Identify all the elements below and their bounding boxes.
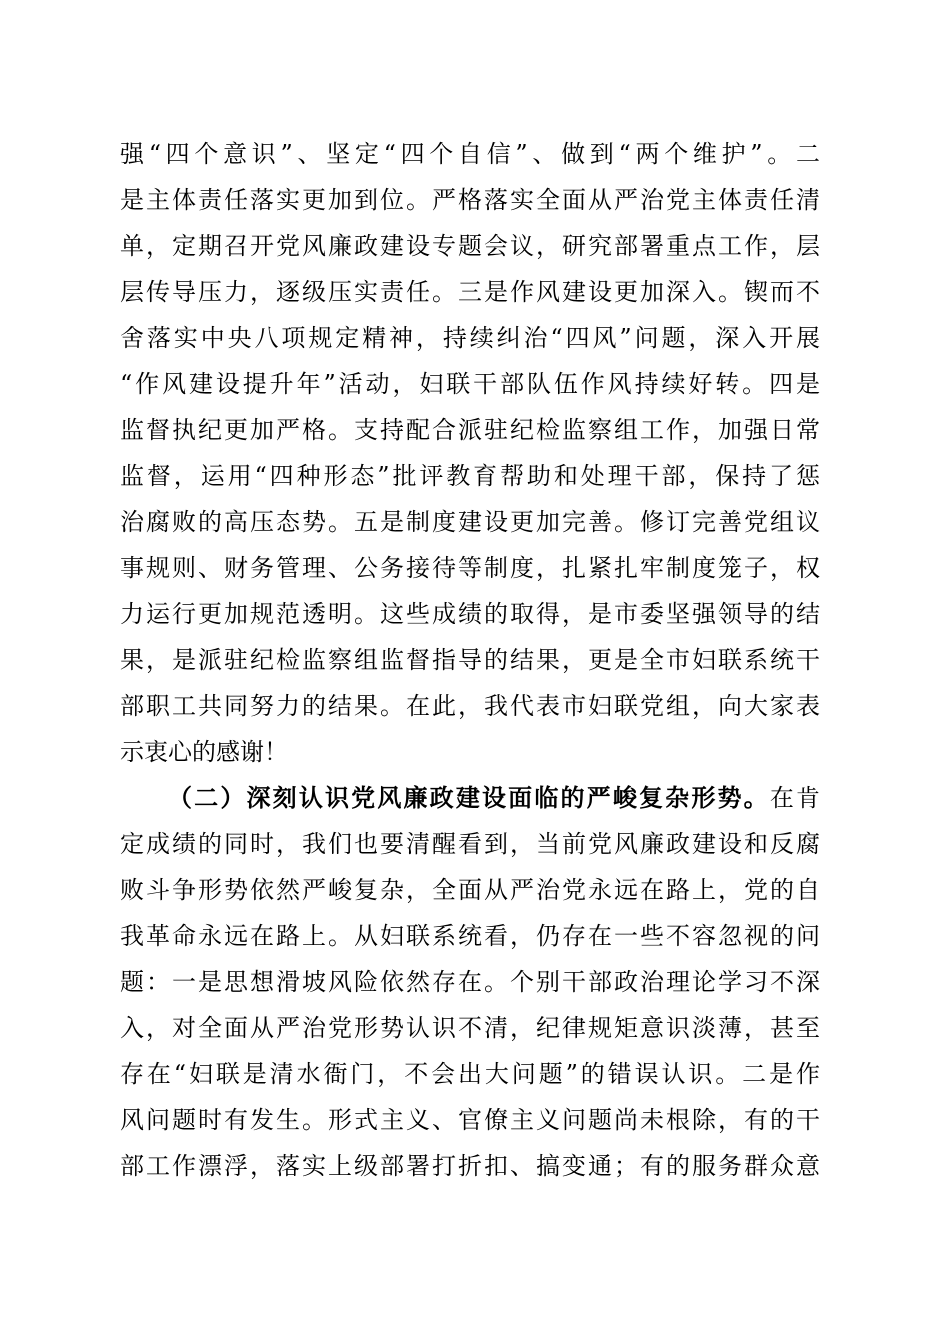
paragraph-line: 部职工共同努力的结果。在此，我代表市妇联党组，向大家表 [120,692,820,720]
section-heading-line [120,775,820,821]
paragraph-line: “作风建设提升年”活动，妇联干部队伍作风持续好转。四是 [120,370,820,398]
paragraph-line: 监督执纪更加严格。支持配合派驻纪检监察组工作，加强日常 [120,416,820,444]
paragraph-line: 强“四个意识”、坚定“四个自信”、做到“两个维护”。二 [120,140,820,168]
paragraph-line: 层传导压力，逐级压实责任。三是作风建设更加深入。锲而不 [120,278,820,306]
section-heading: （二）深刻认识党风廉政建设面临的严峻复杂形势。 [168,783,770,812]
paragraph-line: 治腐败的高压态势。五是制度建设更加完善。修订完善党组议 [120,508,820,536]
paragraph-line: 果，是派驻纪检监察组监督指导的结果，更是全市妇联系统干 [120,646,820,674]
paragraph-line: 监督，运用“四种形态”批评教育帮助和处理干部，保持了惩 [120,462,820,490]
paragraph-line: 单，定期召开党风廉政建设专题会议，研究部署重点工作，层 [120,232,820,260]
paragraph-line: 我革命永远在路上。从妇联系统看，仍存在一些不容忽视的问 [120,922,820,950]
paragraph-line: 题：一是思想滑坡风险依然存在。个别干部政治理论学习不深 [120,968,820,996]
paragraph-line: 定成绩的同时，我们也要清醒看到，当前党风廉政建设和反腐 [120,830,820,858]
paragraph-line-end: 示衷心的感谢！ [120,738,288,766]
paragraph-line: 存在“妇联是清水衙门，不会出大问题”的错误认识。二是作 [120,1060,820,1088]
paragraph-line: 是主体责任落实更加到位。严格落实全面从严治党主体责任清 [120,186,820,214]
paragraph-line: 风问题时有发生。形式主义、官僚主义问题尚未根除，有的干 [120,1106,820,1134]
paragraph-line: 力运行更加规范透明。这些成绩的取得，是市委坚强领导的结 [120,600,820,628]
paragraph-line: 部工作漂浮，落实上级部署打折扣、搞变通；有的服务群众意 [120,1152,820,1180]
paragraph-line: 舍落实中央八项规定精神，持续纠治“四风”问题，深入开展 [120,324,820,352]
paragraph-line: 败斗争形势依然严峻复杂，全面从严治党永远在路上，党的自 [120,876,820,904]
body-text [120,131,820,1189]
section-heading-tail: 在肯 [769,784,821,812]
paragraph-line: 事规则、财务管理、公务接待等制度，扎紧扎牢制度笼子，权 [120,554,820,582]
paragraph-line: 入，对全面从严治党形势认识不清，纪律规矩意识淡薄，甚至 [120,1014,820,1042]
